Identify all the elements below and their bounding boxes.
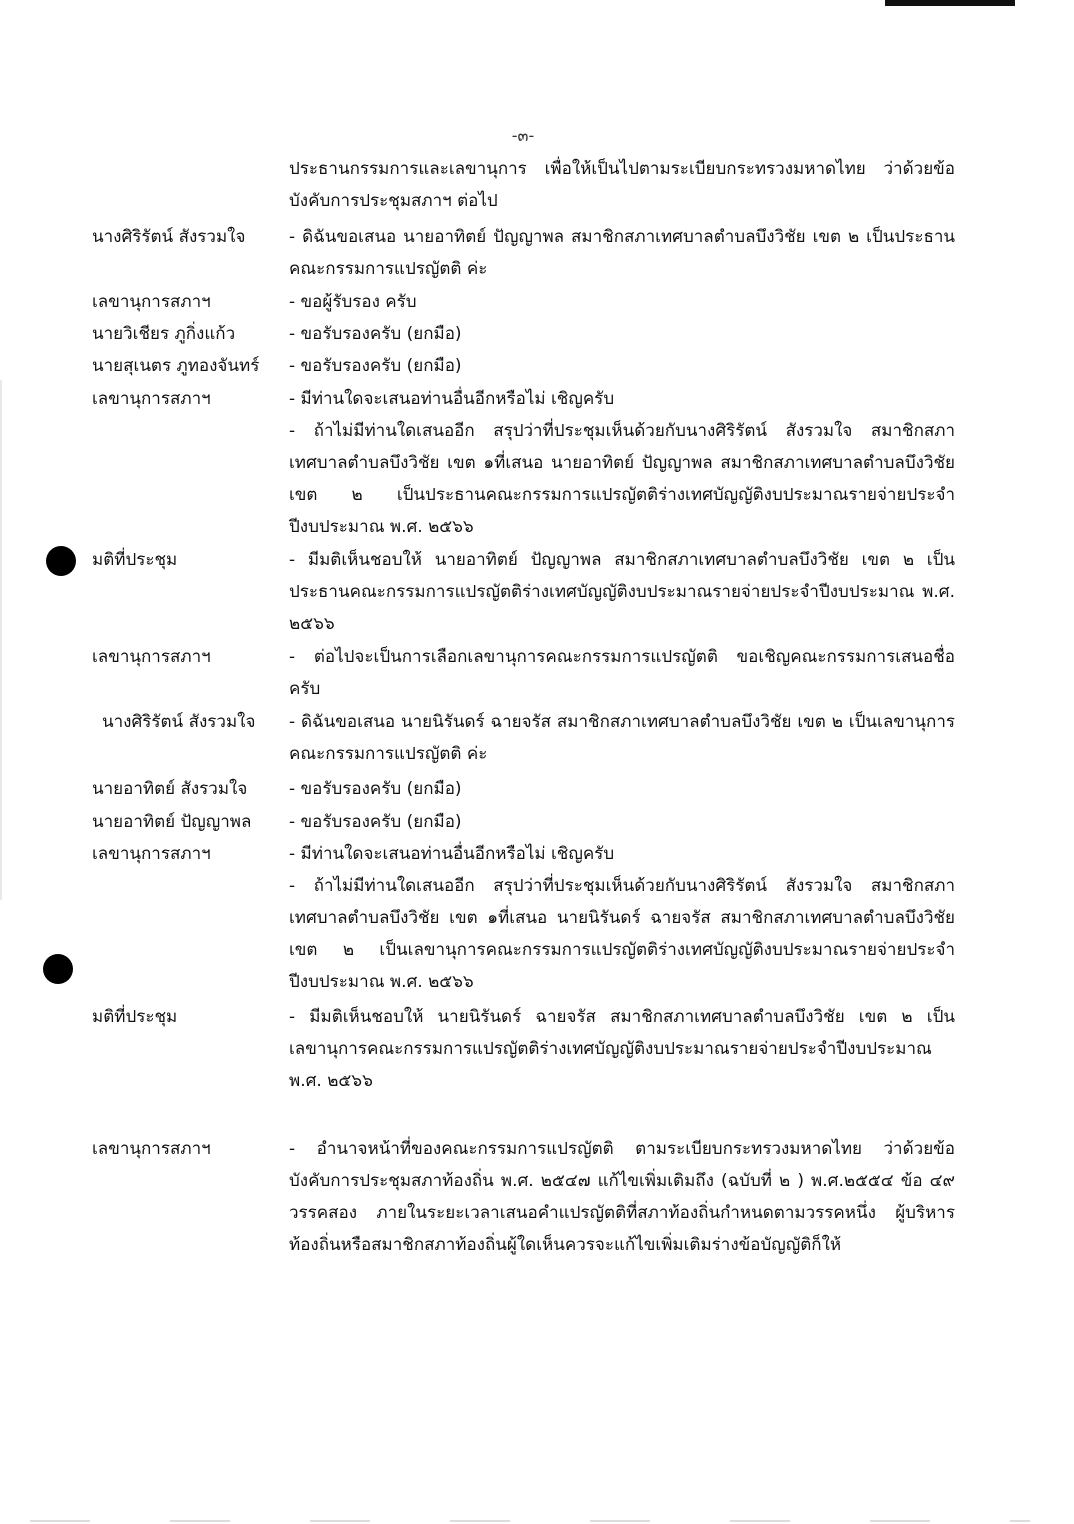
speaker-name: นายอาทิตย์ ปัญญาพล <box>92 812 252 832</box>
speech-text: - ขอรับรองครับ (ยกมือ) <box>289 356 462 376</box>
punch-hole-mark <box>46 546 76 576</box>
speaker-name: เลขานุการสภาฯ <box>92 844 211 864</box>
speaker-name: มติที่ประชุม <box>92 1007 178 1027</box>
speech-text: - ขอรับรองครับ (ยกมือ) <box>289 812 462 832</box>
scan-edge-mark <box>885 0 1015 6</box>
scan-left-edge <box>0 380 2 900</box>
speech-text: - ถ้าไม่มีท่านใดเสนออีก สรุปว่าที่ประชุมเห็นด้วยกับนางศิริรัตน์ สังรวมใจ สมาชิกสภาเทศบาลตำบลบึงวิชัย เขต ๑ที่เสนอ นายนิรันดร์ ฉายจรัส สมาชิกสภาเทศบาลตำบลบึงวิชัย เขต ๒ เป็นเลขานุการคณะกรรมการแปรญัตติร่างเทศบัญญัติงบประมาณรายจ่ายประจำปีงบประมาณ พ.ศ. ๒๕๖๖ <box>289 876 955 992</box>
scan-bottom-edge <box>30 1520 1030 1522</box>
speaker-name: มติที่ประชุม <box>92 550 178 570</box>
speech-text: - มีท่านใดจะเสนอท่านอื่นอีกหรือไม่ เชิญครับ <box>289 389 615 409</box>
speaker-name: นายสุเนตร ภูทองจันทร์ <box>92 356 260 376</box>
speech-text: - ขอรับรองครับ (ยกมือ) <box>289 324 462 344</box>
speaker-name: เลขานุการสภาฯ <box>92 1139 211 1159</box>
speaker-name: เลขานุการสภาฯ <box>92 647 211 667</box>
speaker-name: นางศิริรัตน์ สังรวมใจ <box>92 227 246 247</box>
speech-text: ประธานกรรมการและเลขานุการ เพื่อให้เป็นไปตามระเบียบกระทรวงมหาดไทย ว่าด้วยข้อบังคับการประชุมสภาฯ ต่อไป <box>289 159 955 211</box>
speech-text: - มีท่านใดจะเสนอท่านอื่นอีกหรือไม่ เชิญครับ <box>289 844 615 864</box>
speech-text: - อำนาจหน้าที่ของคณะกรรมการแปรญัตติ ตามระเบียบกระทรวงมหาดไทย ว่าด้วยข้อบังคับการประชุมสภาท้องถิ่น พ.ศ. ๒๕๔๗ แก้ไขเพิ่มเติมถึง (ฉบับที่ ๒ ) พ.ศ.๒๕๕๔ ข้อ ๔๙ วรรคสอง ภายในระยะเวลาเสนอคำแปรญัตติที่สภาท้องถิ่นกำหนดตามวรรคหนึ่ง ผู้บริหารท้องถิ่นหรือสมาชิกสภาท้องถิ่นผู้ใดเห็นควรจะแก้ไขเพิ่มเติมร่างข้อบัญญัติก็ให้ <box>289 1139 955 1255</box>
speech-text: - ขอรับรองครับ (ยกมือ) <box>289 779 462 799</box>
punch-hole-mark <box>43 954 73 984</box>
speech-text: - ดิฉันขอเสนอ นายนิรันดร์ ฉายจรัส สมาชิกสภาเทศบาลตำบลบึงวิชัย เขต ๒ เป็นเลขานุการคณะกรรมการแปรญัตติ ค่ะ <box>289 712 955 764</box>
speech-text: - ต่อไปจะเป็นการเลือกเลขานุการคณะกรรมการแปรญัตติ ขอเชิญคณะกรรมการเสนอชื่อ ครับ <box>289 647 955 699</box>
speech-text: - ขอผู้รับรอง ครับ <box>289 292 417 312</box>
speech-text: - ถ้าไม่มีท่านใดเสนออีก สรุปว่าที่ประชุมเห็นด้วยกับนางศิริรัตน์ สังรวมใจ สมาชิกสภาเทศบาลตำบลบึงวิชัย เขต ๑ที่เสนอ นายอาทิตย์ ปัญญาพล สมาชิกสภาเทศบาลตำบลบึงวิชัย เขต ๒ เป็นประธานคณะกรรมการแปรญัตติร่างเทศบัญญัติงบประมาณรายจ่ายประจำปีงบประมาณ พ.ศ. ๒๕๖๖ <box>289 421 955 537</box>
speaker-name: นายอาทิตย์ สังรวมใจ <box>92 779 248 799</box>
speech-text: - มีมติเห็นชอบให้ นายอาทิตย์ ปัญญาพล สมาชิกสภาเทศบาลตำบลบึงวิชัย เขต ๒ เป็นประธานคณะกรรมการแปรญัตติร่างเทศบัญญัติงบประมาณรายจ่ายประจำปีงบประมาณ พ.ศ. ๒๕๖๖ <box>289 550 955 634</box>
speaker-name: เลขานุการสภาฯ <box>92 389 211 409</box>
speaker-name: นายวิเชียร ภูกิ่งแก้ว <box>92 324 236 344</box>
speaker-name: เลขานุการสภาฯ <box>92 292 211 312</box>
speech-text: - มีมติเห็นชอบให้ นายนิรันดร์ ฉายจรัส สมาชิกสภาเทศบาลตำบลบึงวิชัย เขต ๒ เป็นเลขานุการคณะกรรมการแปรญัตติร่างเทศบัญญัติงบประมาณรายจ่ายประจำปีงบประมาณ พ.ศ. ๒๕๖๖ <box>289 1007 955 1091</box>
speech-text: - ดิฉันขอเสนอ นายอาทิตย์ ปัญญาพล สมาชิกสภาเทศบาลตำบลบึงวิชัย เขต ๒ เป็นประธานคณะกรรมการแปรญัตติ ค่ะ <box>289 227 955 279</box>
page-number: -๓- <box>511 126 535 145</box>
speaker-name: นางศิริรัตน์ สังรวมใจ <box>102 712 256 732</box>
